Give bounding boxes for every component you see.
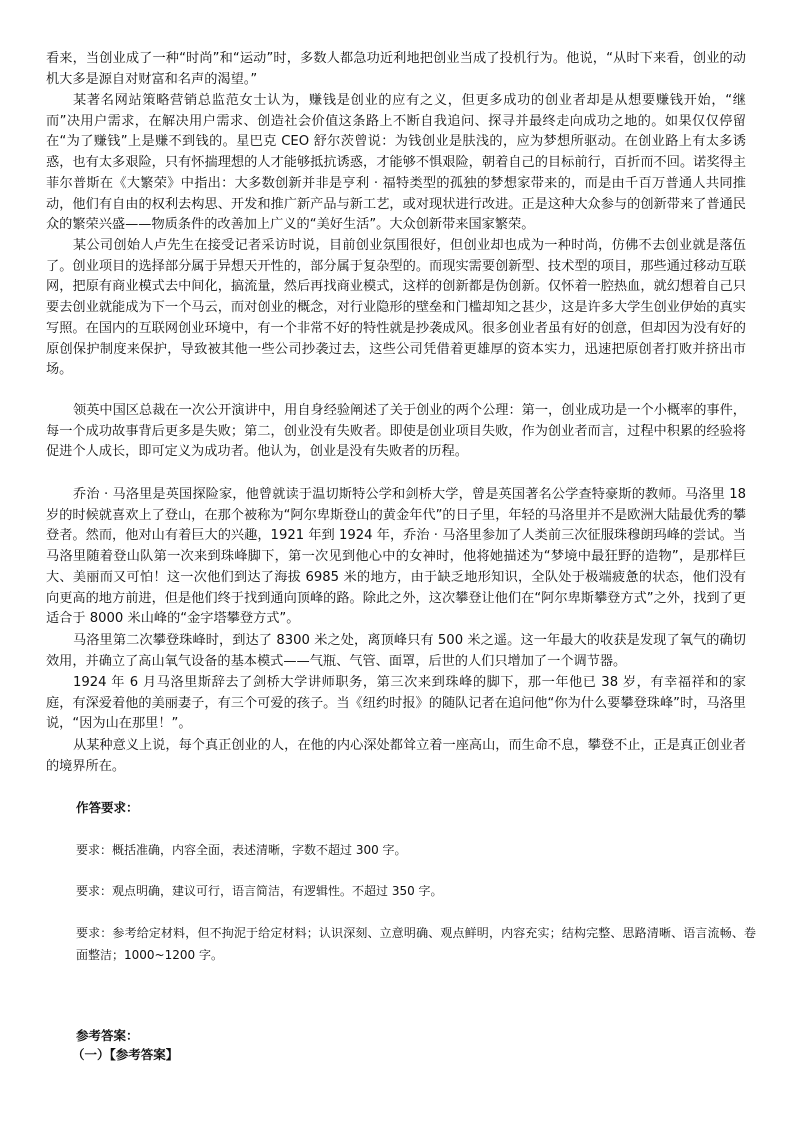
requirement-2: 要求：观点明确，建议可行，语言简洁，有逻辑性。不超过 350 字。 — [76, 884, 443, 898]
answer-heading: 参考答案： — [76, 1028, 139, 1043]
requirements-heading: 作答要求： — [76, 800, 139, 815]
requirement-3: 要求：参考给定材料，但不拘泥于给定材料；认识深刻、立意明确、观点鲜明，内容充实；结构完整、思路清晰、语言流畅、卷面整洁；1000~1200 字。 — [76, 926, 756, 962]
paragraph-3: 某公司创始人卢先生在接受记者采访时说，目前创业氛围很好，但创业却也成为一种时尚，仿佛不去创业就是落伍了。创业项目的选择部分属于异想天开性的，部分属于复杂型的。而现实需要创新型、技术型的项目，那些通过移动互联网，把原有商业模式去中间化，搞流量，然后再找商业模式，这样的创新都是伪创新。仅怀着一腔热血，就幻想着自己只要去创业就能成为下一个马云，而对创业的概念，对行业隐形的壁垒和门槛却知之甚少，这是许多大学生创业伊始的真实写照。在国内的互联网创业环境中，有一个非常不好的特性就是抄袭成风。很多创业者虽有好的创意，但却因为没有好的原创保护制度来保护，导致被其他一些公司抄袭过去，这些公司凭借着更雄厚的资本实力，迅速把原创者打败并挤出市场。 — [46, 238, 746, 378]
paragraph-6: 马洛里第二次攀登珠峰时，到达了 8300 米之处，离顶峰只有 500 米之遥。这一年最大的收获是发现了氧气的确切效用，并确立了高山氧气设备的基本模式——气瓶、气管、面罩，后世的人们只增加了一个调节器。 — [46, 633, 746, 669]
paragraph-4: 领英中国区总裁在一次公开演讲中，用自身经验阐述了关于创业的两个公理：第一，创业成功是一个小概率的事件，每一个成功故事背后更多是失败；第二，创业没有失败者。即使是创业项目失败，作为创业者而言，过程中积累的经验将促进个人成长，即可定义为成功者。他认为，创业是没有失败者的历程。 — [46, 403, 746, 460]
paragraph-2: 某著名网站策略营销总监范女士认为，赚钱是创业的应有之义，但更多成功的创业者却是从想要赚钱开始，“继而”决用户需求，在解决用户需求、创造社会价值这条路上不断自我追问、探寻并最终走向成功之地的。如果仅仅停留在“为了赚钱”上是赚不到钱的。星巴克 CEO 舒尔茨曾说：为钱创业是肤浅的，应为梦想所驱动。在创业路上有太多诱惑，也有太多艰险，只有怀揣理想的人才能够抵抗诱惑，才能够不惧艰险，朝着自己的目标前行，百折而不回。诺奖得主菲尔普斯在《大繁荣》中指出：大多数创新并非是亨利 · 福特类型的孤独的梦想家带来的，而是由千百万普通人共同推动，他们有自由的权利去构思、开发和推广新产品与新工艺，或对现状进行改进。正是这种大众参与的创新带来了普通民众的繁荣兴盛——物质条件的改善加上广义的“美好生活”。大众创新带来国家繁荣。 — [46, 93, 746, 233]
requirement-1: 要求：概括准确，内容全面，表述清晰，字数不超过 300 字。 — [76, 843, 407, 857]
paragraph-8: 从某种意义上说，每个真正创业的人，在他的内心深处都耸立着一座高山，而生命不息，攀登不止，正是真正创业者的境界所在。 — [46, 738, 746, 774]
paragraph-1: 看来，当创业成了一种“时尚”和“运动”时，多数人都急功近利地把创业当成了投机行为。他说，“从时下来看，创业的动机大多是源自对财富和名声的渴望。” — [46, 51, 746, 87]
answer-subheading: （一）【参考答案】 — [72, 1047, 179, 1062]
paragraph-7: 1924 年 6 月马洛里斯辞去了剑桥大学讲师职务，第三次来到珠峰的脚下，那一年他已 38 岁，有幸福祥和的家庭，有深爱着他的美丽妻子，有三个可爱的孩子。当《纽约时报》的随队记者在追问他“你为什么要攀登珠峰”时，马洛里说，“因为山在那里！”。 — [46, 675, 746, 732]
paragraph-5: 乔治 · 马洛里是英国探险家，他曾就读于温切斯特公学和剑桥大学，曾是英国著名公学查特豪斯的教师。马洛里 18 岁的时候就喜欢上了登山，在那个被称为“阿尔卑斯登山的黄金年代”的日子里，年轻的马洛里并不是欧洲大陆最优秀的攀登者。然而，他对山有着巨大的兴趣，1921 年到 1924 年，乔治 · 马洛里参加了人类前三次征服珠穆朗玛峰的尝试。当马洛里随着登山队第一次来到珠峰脚下，第一次见到他心中的女神时，他将她描述为“梦境中最狂野的造物”，是那样巨大、美丽而又可怕！这一次他们到达了海拔 6985 米的地方，由于缺乏地形知识，全队处于极端疲惫的状态，他们没有向更高的地方前进，但是他们终于找到通向顶峰的路。除此之外，这次攀登让他们在“阿尔卑斯攀登方式”之外，找到了更适合于 8000 米山峰的“金字塔攀登方式”。 — [46, 487, 746, 627]
